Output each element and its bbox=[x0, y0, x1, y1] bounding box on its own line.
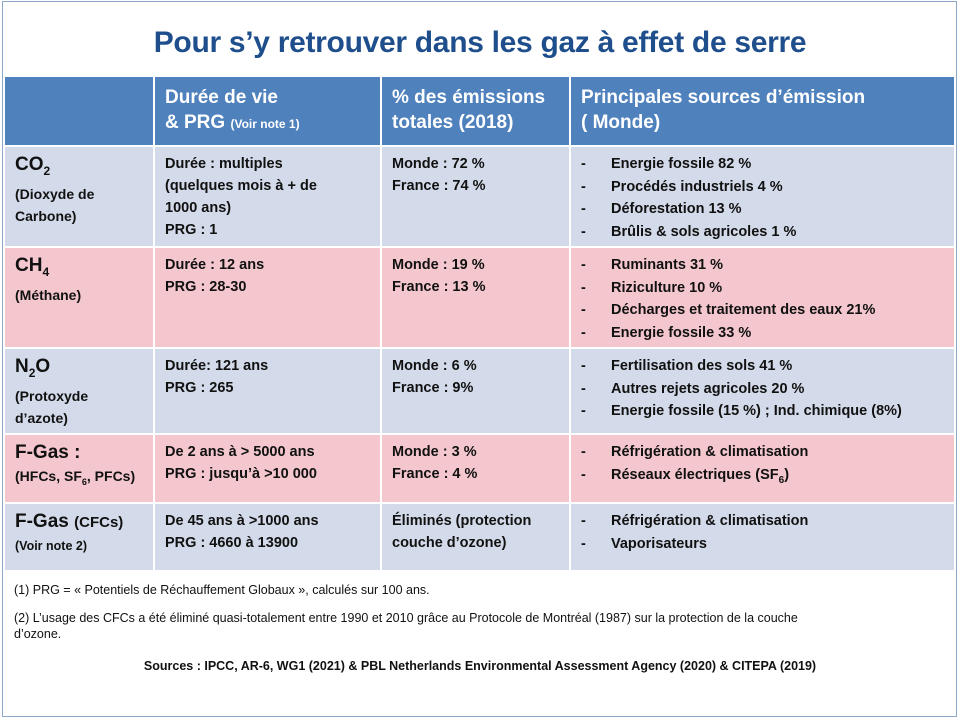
emissions-cell: Monde : 72 % France : 74 % bbox=[381, 146, 570, 247]
table-row-fgas-hfcs bbox=[4, 434, 955, 503]
list-item: - Réfrigération & climatisation bbox=[581, 513, 809, 529]
table-row-n2o bbox=[4, 348, 955, 434]
list-item: - Réseaux électriques $(SF_6)$ bbox=[581, 466, 790, 486]
footnote-2: (2) L’usage des CFCs a été éliminé quasi-totalement entre 1990 et 2010 grâce au Protocole de Montréal (1987) sur la protection de la couche d’ozone. bbox=[14, 611, 798, 641]
sources-cell bbox=[570, 146, 955, 247]
list-item: - Fertilisation des sols 41 % bbox=[581, 358, 793, 374]
table-row-ch4 bbox=[4, 247, 955, 348]
emissions-cell: Monde : 19 % France : 13 % bbox=[381, 247, 570, 348]
gas-name: d’azote) bbox=[15, 409, 68, 426]
gas-name: (Protoxyde bbox=[15, 387, 89, 404]
emissions-cell: Monde : 6 % France : 9% bbox=[381, 348, 570, 434]
page-title: Pour s’y retrouver dans les gaz à effet de serre bbox=[153, 26, 807, 59]
list-item: - Réfrigération & climatisation bbox=[581, 444, 809, 460]
header-lifetime: Durée de vie & PRG (Voir note 1) bbox=[154, 76, 381, 146]
emissions-cell: Éliminés (protection couche d’ozone) bbox=[381, 503, 570, 571]
sources-line: Sources : IPCC, AR-6, WG1 (2021) & PBL Netherlands Environmental Assessment Agency (2020) & CITEPA (2019) bbox=[143, 659, 817, 673]
list-item: - Riziculture 10 % bbox=[581, 279, 723, 296]
list-item: - Déforestation 13 % bbox=[581, 201, 742, 217]
gas-name: Carbone) bbox=[15, 207, 77, 224]
gas-cell-ch4 bbox=[4, 247, 154, 348]
gas-cell-co2 bbox=[4, 146, 154, 247]
list-item: - Ruminants 31 % bbox=[581, 257, 723, 273]
gas-formula: $CO_2$ bbox=[15, 154, 51, 178]
gas-name: (Méthane) bbox=[15, 286, 82, 303]
gas-note: (Voir note 2) bbox=[15, 539, 87, 553]
header-sources: Principales sources d’émission ( Monde) bbox=[570, 76, 955, 146]
list-item: - Procédés industriels 4 % bbox=[581, 178, 783, 195]
lifetime-cell: Durée : 12 ans PRG : 28-30 bbox=[154, 247, 381, 348]
list-item: - Décharges et traitement des eaux 21% bbox=[581, 302, 876, 318]
header-emissions: % des émissions totales (2018) bbox=[381, 76, 570, 146]
lifetime-cell: Durée: 121 ans PRG : 265 bbox=[154, 348, 381, 434]
list-item: - Energie fossile (15 %) ; Ind. chimique (8%) bbox=[581, 403, 902, 419]
sources-cell bbox=[570, 348, 955, 434]
gas-name: (HFCs, $SF_6$, PFCs) bbox=[15, 468, 136, 487]
sources-cell bbox=[570, 247, 955, 348]
gas-cell-cfcs bbox=[4, 503, 154, 571]
lifetime-cell: De 45 ans à >1000 ans PRG : 4660 à 13900 bbox=[154, 503, 381, 571]
gas-table bbox=[3, 75, 956, 572]
gas-formula: F-Gas (CFCs) bbox=[15, 511, 124, 532]
table-row-fgas-cfcs bbox=[4, 503, 955, 571]
footnote-1: (1) PRG = « Potentiels de Réchauffement Globaux », calculés sur 100 ans. bbox=[14, 583, 430, 597]
table-row-co2 bbox=[4, 146, 955, 247]
lifetime-cell: De 2 ans à > 5000 ans PRG : jusqu’à >10 000 bbox=[154, 434, 381, 503]
gas-cell-fgas bbox=[4, 434, 154, 503]
sources-cell bbox=[570, 503, 955, 571]
list-item: - Autres rejets agricoles 20 % bbox=[581, 380, 805, 397]
gas-formula: $CH_4$ bbox=[15, 255, 50, 279]
header-gas bbox=[4, 76, 154, 146]
table-header-row bbox=[4, 76, 955, 146]
list-item: - Vaporisateurs bbox=[581, 535, 707, 552]
list-item: - Energie fossile 33 % bbox=[581, 324, 752, 341]
list-item: - Brûlis & sols agricoles 1 % bbox=[581, 223, 797, 240]
lifetime-cell: Durée : multiples (quelques mois à + de 1000 ans) PRG : 1 bbox=[154, 146, 381, 247]
sources-cell bbox=[570, 434, 955, 503]
gas-cell-n2o bbox=[4, 348, 154, 434]
gas-formula: $N_2O$ bbox=[15, 356, 51, 380]
gas-name: (Dioxyde de bbox=[15, 185, 95, 202]
list-item: - Energie fossile 82 % bbox=[581, 156, 752, 172]
gas-formula: F-Gas : bbox=[15, 442, 81, 463]
emissions-cell: Monde : 3 % France : 4 % bbox=[381, 434, 570, 503]
